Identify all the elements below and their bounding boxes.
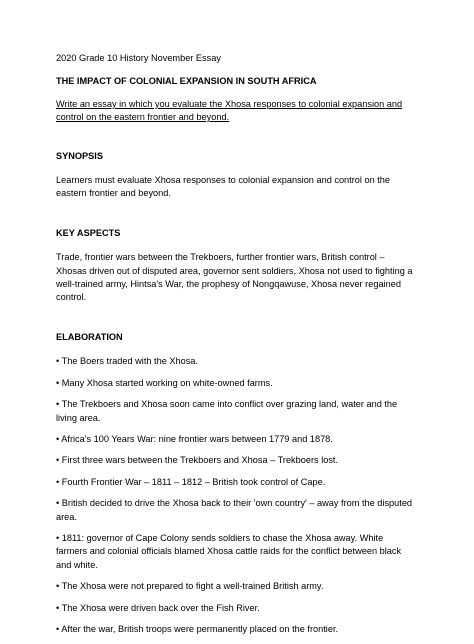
list-item: • The Trekboers and Xhosa soon came into conflict over grazing land, water and the living area.: [56, 399, 398, 423]
list-item: • First three wars between the Trekboers and Xhosa – Trekboers lost.: [56, 455, 339, 466]
list-item: • The Xhosa were driven back over the Fish River.: [56, 602, 260, 613]
document-title: THE IMPACT OF COLONIAL EXPANSION IN SOUTH AFRICA: [56, 76, 317, 87]
spacer: [56, 201, 416, 227]
list-item: • British decided to drive the Xhosa back to their 'own country' – away from the disputed area.: [56, 498, 413, 522]
elaboration-list: [56, 355, 416, 636]
document-page: [56, 52, 416, 644]
spacer: [56, 344, 416, 355]
list-item: • Fourth Frontier War – 1811 – 1812 – British took control of Cape.: [56, 476, 326, 487]
list-item: • After the war, British troops were permanently placed on the frontier.: [56, 623, 339, 634]
spacer: [56, 163, 416, 174]
elaboration-heading: ELABORATION: [56, 331, 123, 342]
spacer: [56, 125, 416, 150]
list-item: • Many Xhosa started working on white-owned farms.: [56, 377, 273, 388]
list-item: • Africa's 100 Years War: nine frontier wars between 1779 and 1878.: [56, 433, 333, 444]
synopsis-heading: SYNOPSIS: [56, 150, 103, 161]
list-item: • The Boers traded with the Xhosa.: [56, 356, 198, 367]
spacer: [56, 240, 416, 251]
list-item: • 1811: governor of Cape Colony sends soldiers to chase the Xhosa away. White farmers and colonial officials blamed Xhosa cattle raids for the conflict between black and white.: [56, 532, 402, 570]
list-item: • The Xhosa were not prepared to fight a well-trained British army.: [56, 581, 324, 592]
spacer: [56, 305, 416, 331]
document-header: 2020 Grade 10 History November Essay: [56, 53, 221, 63]
essay-instruction: Write an essay in which you evaluate the Xhosa responses to colonial expansion and control on the eastern frontier and beyond.: [56, 98, 403, 123]
synopsis-text: Learners must evaluate Xhosa responses to colonial expansion and control on the eastern frontier and beyond.: [56, 175, 391, 199]
key-aspects-heading: KEY ASPECTS: [56, 227, 121, 238]
key-aspects-text: Trade, frontier wars between the Trekboers, further frontier wars, British control – Xhosas driven out of disputed area, governor sent soldiers, Xhosa not used to fighting a well-trained army, Hintsa's War, the prophesy of Nongqawuse, Xhosa never regained control.: [56, 252, 413, 303]
